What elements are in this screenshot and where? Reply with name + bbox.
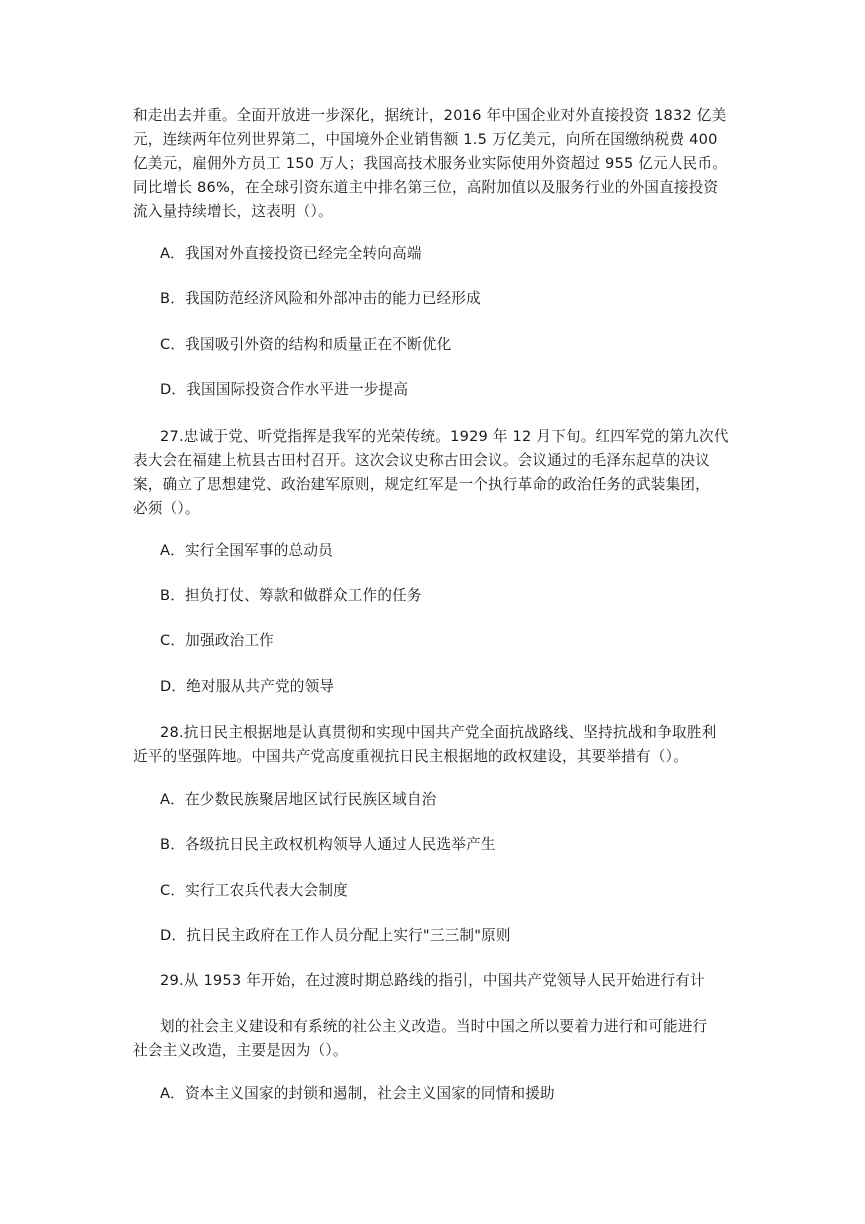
q26-option-b: B．我国防范经济风险和外部冲击的能力已经形成 [160, 290, 481, 307]
q28-option-d: D．抗日民主政府在工作人员分配上实行"三三制"原则 [160, 927, 511, 944]
q28-option-c: C．实行工农兵代表大会制度 [160, 882, 348, 899]
q28-option-a: A．在少数民族聚居地区试行民族区域自治 [160, 791, 437, 808]
q26-stem-line: 元，连续两年位列世界第二，中国境外企业销售额 1.5 万亿美元，向所在国缴纳税费 400 [133, 131, 718, 148]
q29-stem-line: 划的社会主义建设和有系统的社公主义改造。当时中国之所以要着力进行和可能进行 [160, 1018, 708, 1035]
q27-option-b: B．担负打仗、筹款和做群众工作的任务 [160, 587, 422, 604]
q26-stem-line: 和走出去并重。全面开放进一步深化，据统计，2016 年中国企业对外直接投资 1832 亿美 [133, 107, 727, 124]
q28-stem-line: 28.抗日民主根据地是认真贯彻和实现中国共产党全面抗战路线、坚持抗战和争取胜利 [160, 724, 717, 741]
q26-option-d: D．我国国际投资合作水平进一步提高 [160, 381, 409, 398]
q27-option-d: D．绝对服从共产党的领导 [160, 678, 335, 695]
q26-stem-line: 同比增长 86%，在全球引资东道主中排名第三位，高附加值以及服务行业的外国直接投资 [133, 179, 719, 196]
q27-option-c: C．加强政治工作 [160, 632, 274, 649]
q27-stem-line: 案，确立了思想建党、政治建军原则，规定红军是一个执行革命的政治任务的武装集团， [133, 476, 710, 493]
q29-stem-line: 社会主义改造，主要是因为（）。 [133, 1042, 348, 1059]
q28-stem-line: 近平的坚强阵地。中国共产党高度重视抗日民主根据地的政权建设，其要举措有（）。 [133, 748, 688, 765]
q27-stem-line: 表大会在福建上杭县古田村召开。这次会议史称古田会议。会议通过的毛泽东起草的决议 [133, 452, 710, 469]
q27-stem-line: 必须（）。 [133, 500, 200, 517]
q26-stem-line: 流入量持续增长，这表明（）。 [133, 203, 333, 220]
q29-option-a: A．资本主义国家的封锁和遏制，社会主义国家的同情和援助 [160, 1085, 555, 1102]
q28-option-b: B．各级抗日民主政权机构领导人通过人民选举产生 [160, 836, 496, 853]
q29-stem-line: 29.从 1953 年开始，在过渡时期总路线的指引，中国共产党领导人民开始进行有计 [160, 972, 705, 989]
q26-option-c: C．我国吸引外资的结构和质量正在不断优化 [160, 336, 452, 353]
q26-stem-line: 亿美元，雇佣外方员工 150 万人；我国高技术服务业实际使用外资超过 955 亿元人民币。 [133, 155, 728, 172]
q26-option-a: A．我国对外直接投资已经完全转向高端 [160, 245, 422, 262]
q27-stem-line: 27.忠诚于党、听党指挥是我军的光荣传统。1929 年 12 月下旬。红四军党的第九次代 [160, 428, 729, 445]
q27-option-a: A．实行全国军事的总动员 [160, 542, 333, 559]
